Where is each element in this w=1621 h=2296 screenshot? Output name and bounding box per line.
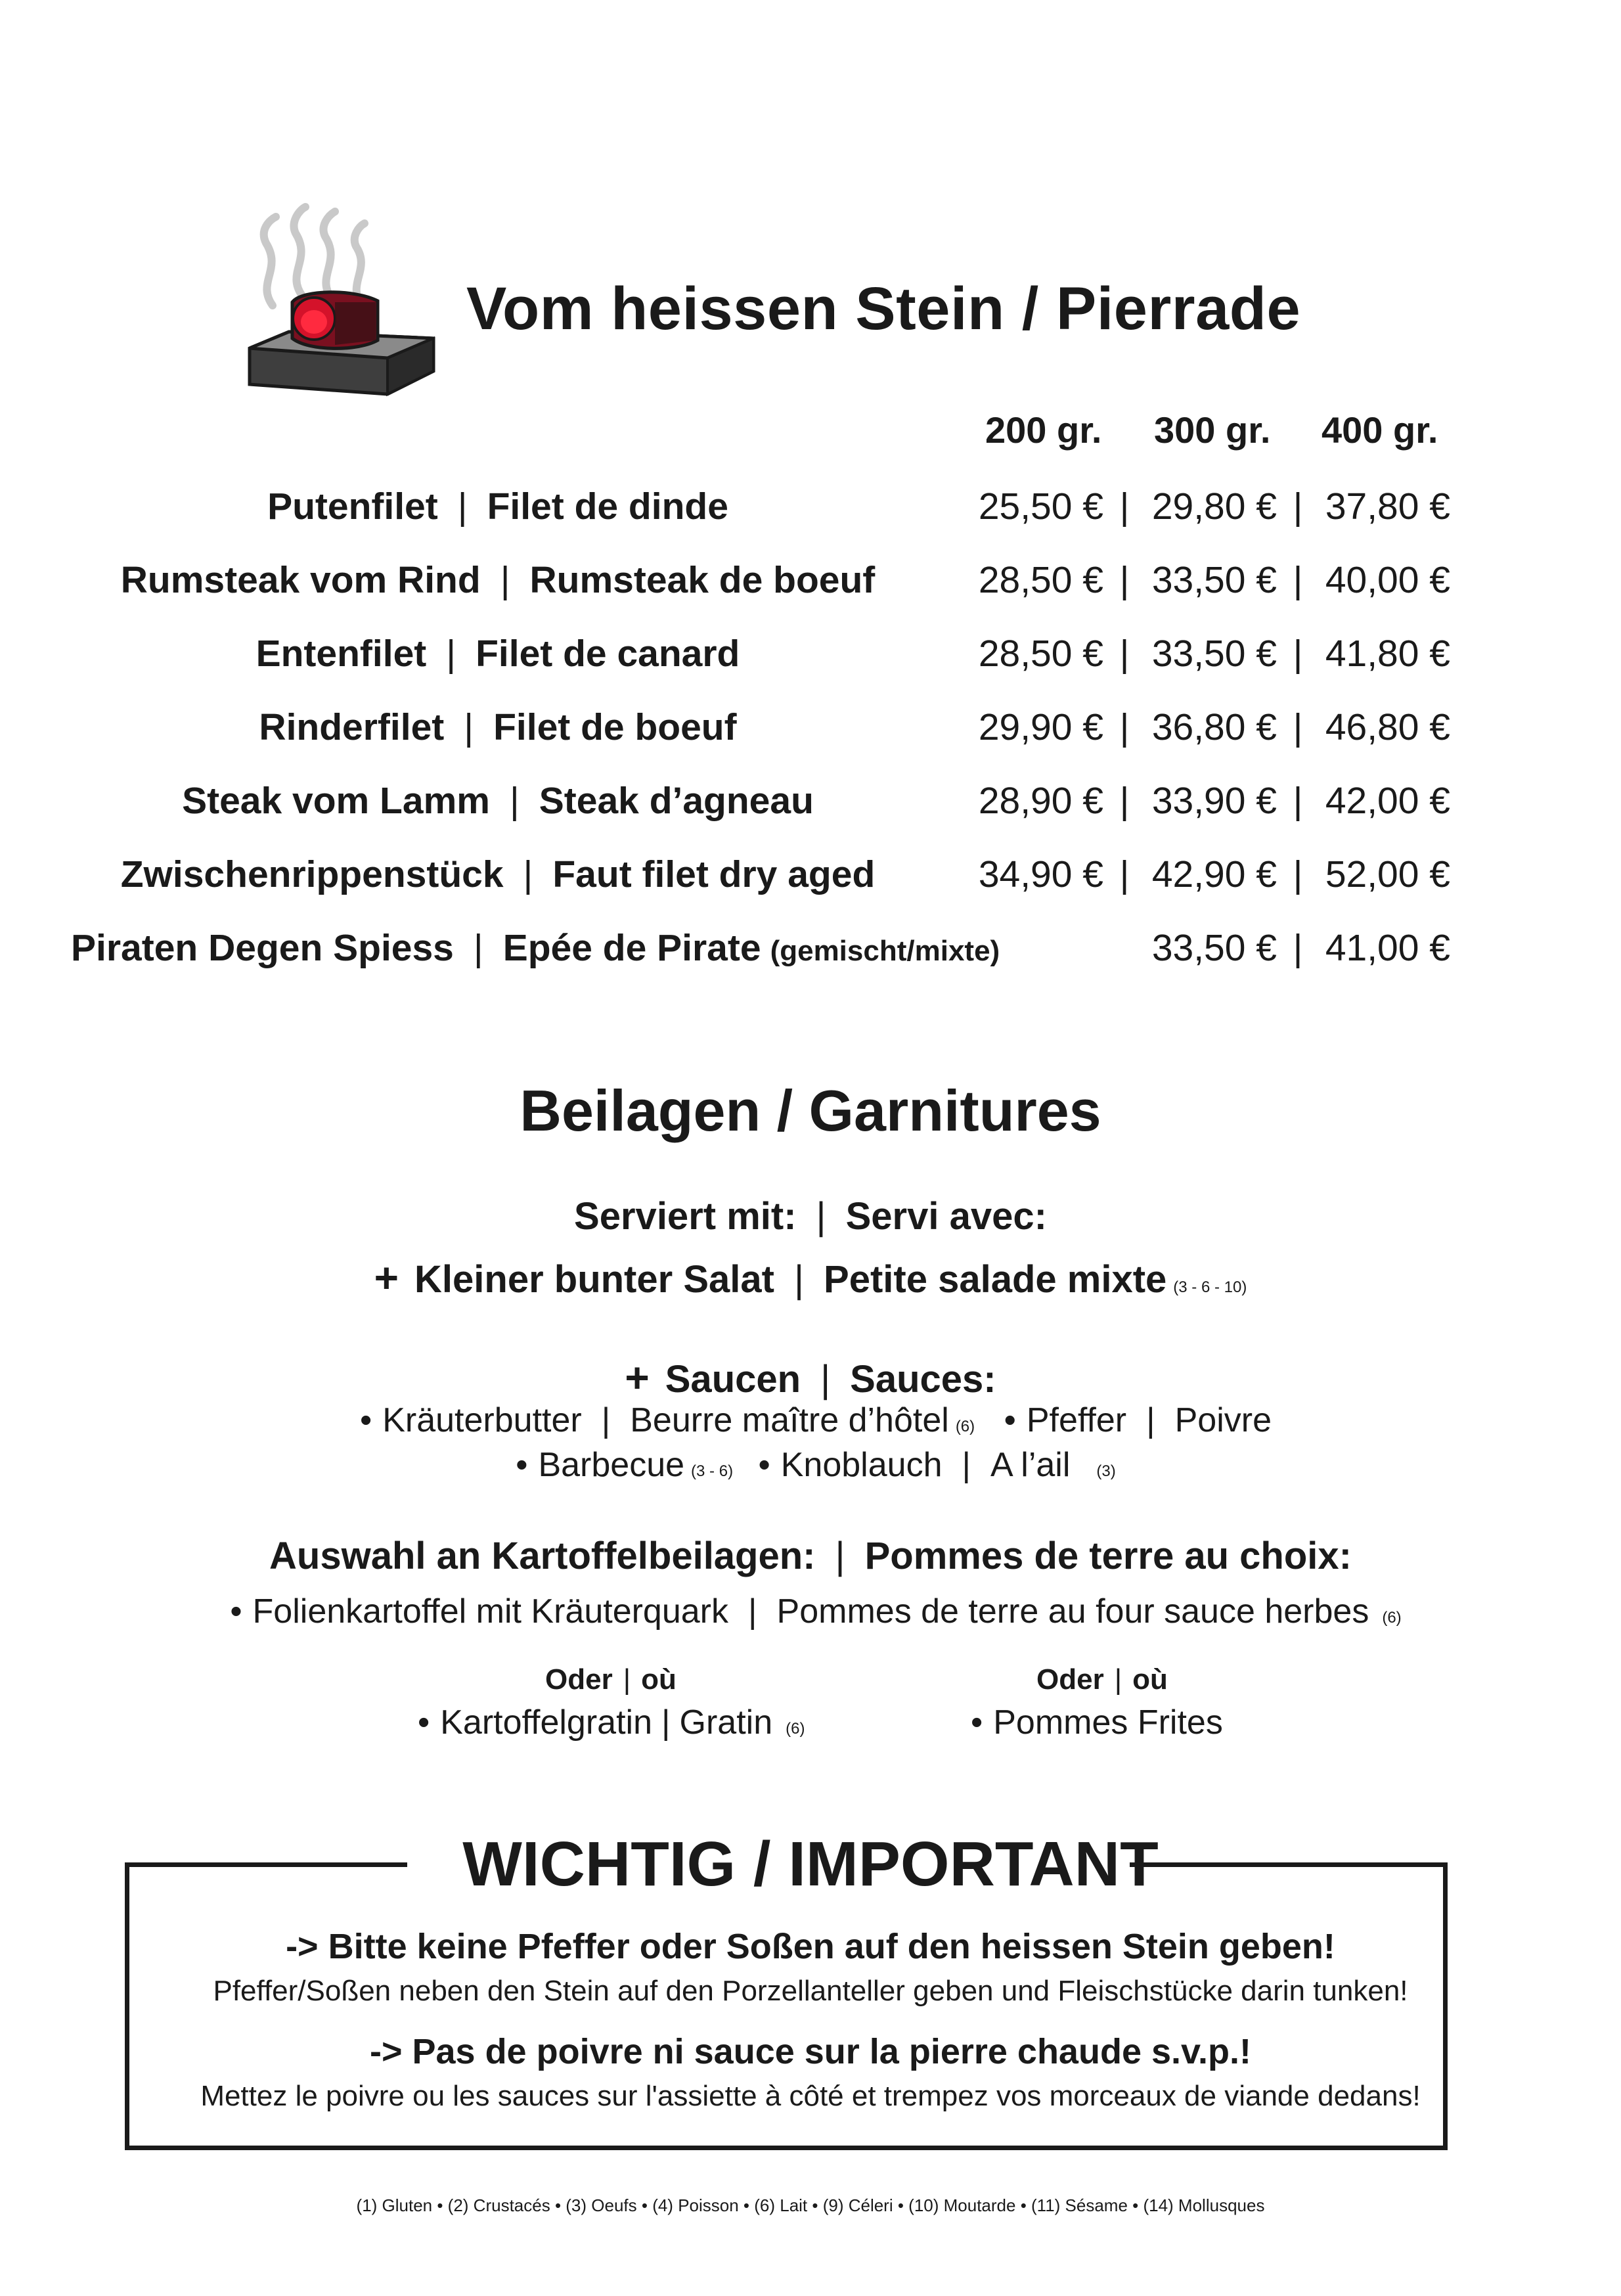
price-group: 28,50 € | 33,50 € | 40,00 €	[972, 558, 1471, 602]
price-400: 40,00 €	[1325, 559, 1450, 601]
price-group: 29,90 € | 36,80 € | 46,80 €	[972, 706, 1471, 749]
dish-name: Putenfilet | Filet de dinde	[267, 485, 728, 528]
sauces-line-2: • Barbecue (3 - 6) • Knoblauch | A l’ail (3)	[516, 1446, 1116, 1484]
dish-name: Zwischenrippenstück | Faut filet dry aged	[120, 853, 876, 895]
potato-heading: Auswahl an Kartoffelbeilagen: | Pommes de terre au choix:	[269, 1535, 1352, 1577]
dish-name: Rinderfilet | Filet de boeuf	[259, 706, 737, 748]
salad-line: + Kleiner bunter Salat | Petite salade mixte (3 - 6 - 10)	[374, 1254, 1247, 1301]
menu-row	[0, 558, 1621, 611]
potato-gratin: • Kartoffelgratin | Gratin (6)	[418, 1703, 805, 1742]
bullet-icon: •	[1004, 1401, 1016, 1439]
menu-row	[0, 926, 1621, 979]
price-300: 33,50 €	[1151, 559, 1277, 601]
weight-400: 400 gr.	[1321, 409, 1438, 451]
weight-200: 200 gr.	[985, 409, 1102, 451]
bullet-icon: •	[758, 1446, 770, 1484]
bullet-icon: •	[230, 1592, 242, 1631]
dish-de: Rumsteak vom Rind	[120, 559, 481, 601]
weight-300: 300 gr.	[1154, 409, 1271, 451]
bullet-icon: •	[418, 1703, 430, 1742]
dish-de: Entenfilet	[255, 633, 427, 675]
dish-fr: Steak d’agneau	[539, 780, 814, 822]
hot-stone-steak-icon	[236, 197, 440, 414]
price-200: 34,90 €	[978, 853, 1103, 895]
price-400: 42,00 €	[1325, 780, 1450, 822]
allergen-legend: (1) Gluten • (2) Crustacés • (3) Oeufs • (4) Poisson • (6) Lait • (9) Céleri • (10) Moutarde • (11) Sésame • (14) Mollusques	[356, 2195, 1265, 2215]
salad-de: Kleiner bunter Salat	[414, 1258, 774, 1301]
potato-line-1: • Folienkartoffel mit Kräuterquark | Pommes de terre au four sauce herbes (6)	[230, 1592, 1402, 1631]
sauces-de: Saucen	[665, 1358, 801, 1401]
sauces-line-1: • Kräuterbutter | Beurre maître d’hôtel (6) • Pfeffer | Poivre	[360, 1401, 1272, 1439]
price-200: 25,50 €	[978, 485, 1103, 528]
important-de-text: Pfeffer/Soßen neben den Stein auf den Porzellanteller geben und Fleischstücke darin tunken!	[213, 1975, 1408, 2007]
price-group: 25,50 € | 29,80 € | 37,80 €	[972, 485, 1471, 528]
or-label-2: Oder | où	[1036, 1663, 1168, 1696]
sauces-heading: + Saucen | Sauces:	[625, 1354, 996, 1401]
dish-de: Piraten Degen Spiess	[71, 927, 454, 969]
sides-title: Beilagen / Garnitures	[520, 1078, 1101, 1143]
price-300: 33,50 €	[1151, 633, 1277, 675]
menu-row	[0, 779, 1621, 832]
price-group: 33,50 € | 41,00 €	[972, 926, 1471, 970]
menu-row	[0, 853, 1621, 905]
price-200: 29,90 €	[978, 706, 1103, 748]
price-group: 34,90 € | 42,90 € | 52,00 €	[972, 853, 1471, 896]
price-200: 28,90 €	[978, 780, 1103, 822]
dish-fr: Filet de boeuf	[493, 706, 737, 748]
served-de: Serviert mit:	[574, 1195, 797, 1238]
plus-icon: +	[625, 1354, 650, 1401]
bullet-icon: •	[971, 1703, 983, 1742]
dish-name: Entenfilet | Filet de canard	[255, 633, 740, 675]
dish-name: Rumsteak vom Rind | Rumsteak de boeuf	[120, 559, 876, 601]
plus-icon: +	[374, 1254, 399, 1301]
price-400: 41,80 €	[1325, 633, 1450, 675]
served-with: Serviert mit: | Servi avec:	[574, 1195, 1047, 1238]
bullet-icon: •	[516, 1446, 528, 1484]
dish-de: Zwischenrippenstück	[120, 853, 504, 895]
or-label-1: Oder | où	[545, 1663, 677, 1696]
menu-row	[0, 485, 1621, 537]
dish-note: (gemischt/mixte)	[770, 935, 1000, 967]
page-title: Vom heissen Stein / Pierrade	[466, 275, 1301, 342]
important-fr-text: Mettez le poivre ou les sauces sur l'assiette à côté et trempez vos morceaux de viande dedans!	[200, 2080, 1421, 2112]
dish-de: Steak vom Lamm	[182, 780, 490, 822]
salad-allergens: (3 - 6 - 10)	[1173, 1278, 1247, 1296]
price-group: 28,90 € | 33,90 € | 42,00 €	[972, 779, 1471, 822]
menu-row	[0, 706, 1621, 758]
menu-row	[0, 632, 1621, 685]
served-fr: Servi avec:	[845, 1195, 1047, 1238]
price-300: 33,50 €	[1151, 927, 1277, 969]
dish-fr: Filet de dinde	[487, 485, 728, 528]
important-de-bold: -> Bitte keine Pfeffer oder Soßen auf den heissen Stein geben!	[286, 1927, 1335, 1966]
bullet-icon: •	[360, 1401, 372, 1439]
price-group: 28,50 € | 33,50 € | 41,80 €	[972, 632, 1471, 675]
dish-de: Putenfilet	[267, 485, 438, 528]
potato-fries: • Pommes Frites	[971, 1703, 1223, 1742]
dish-name: Piraten Degen Spiess | Epée de Pirate (gemischt/mixte)	[71, 927, 1000, 969]
dish-de: Rinderfilet	[259, 706, 445, 748]
price-400: 41,00 €	[1325, 927, 1450, 969]
price-400: 37,80 €	[1325, 485, 1450, 528]
dish-fr: Filet de canard	[476, 633, 740, 675]
price-400: 52,00 €	[1325, 853, 1450, 895]
price-300: 36,80 €	[1151, 706, 1277, 748]
price-300: 29,80 €	[1151, 485, 1277, 528]
salad-fr: Petite salade mixte	[824, 1258, 1167, 1301]
important-title: WICHTIG / IMPORTANT	[462, 1829, 1159, 1899]
dish-fr: Epée de Pirate	[502, 927, 761, 969]
sauces-fr: Sauces:	[850, 1358, 996, 1401]
dish-fr: Faut filet dry aged	[552, 853, 876, 895]
important-fr-bold: -> Pas de poivre ni sauce sur la pierre chaude s.v.p.!	[369, 2032, 1252, 2071]
dish-fr: Rumsteak de boeuf	[529, 559, 876, 601]
price-400: 46,80 €	[1325, 706, 1450, 748]
price-200: 28,50 €	[978, 559, 1103, 601]
dish-name: Steak vom Lamm | Steak d’agneau	[182, 780, 814, 822]
price-300: 42,90 €	[1151, 853, 1277, 895]
price-200: 28,50 €	[978, 633, 1103, 675]
price-300: 33,90 €	[1151, 780, 1277, 822]
